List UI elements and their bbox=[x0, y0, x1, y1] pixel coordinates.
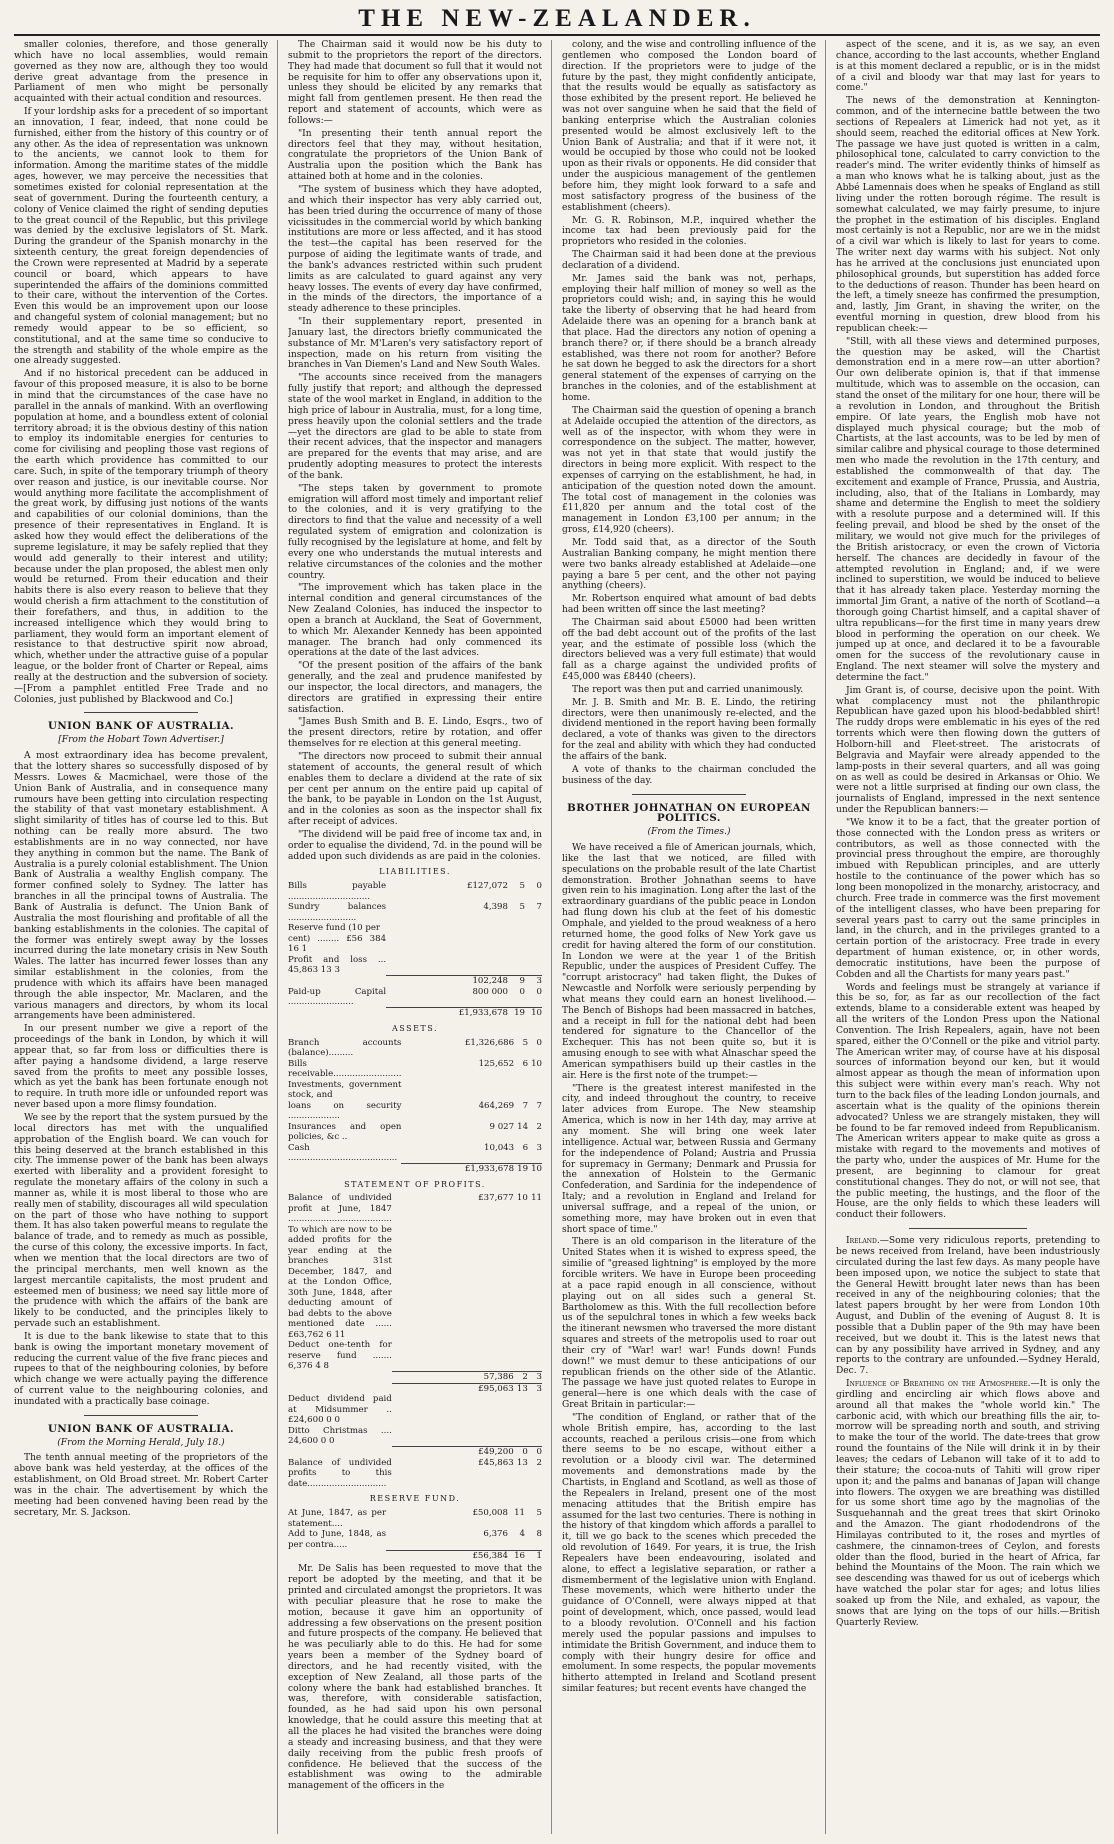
paragraph: Jim Grant is, of course, decisive upon the point. With what complacency must not the philanthropic Republican have gazed upon his blood-bedabbled shirt! The ruddy drops were emblematic in his eyes of the red torrents which were then flowing down the gutters of Holborn-hill and Fleet-street. The aristocrats of Belgravia and Mayfair were already appended to the lamp-posts in their several quarters, and all was going on as well as could be desired in Arkansas or Ohio. We were not a little surprised at finding our own class, the journalists of England, impressed in the next sentence under the Republican banners:— bbox=[836, 685, 1100, 816]
table-cell-d: 3 bbox=[536, 1142, 542, 1153]
liabilities-table bbox=[288, 881, 542, 1019]
table-row bbox=[288, 1458, 542, 1490]
table-cell-label bbox=[288, 1164, 401, 1175]
table-cell-amt: £49,200 bbox=[392, 1447, 514, 1458]
table-cell-label: Reserve fund (10 per bbox=[288, 923, 381, 934]
paragraph: "The directors now proceed to submit their annual statement of accounts, the general result of which enables them to declare a dividend at the rate of six per cent per annum on the entire paid up capital of the bank, to be payable in London on the 1st August, and in the colonies as soon as the inspector shall fix after receipt of advices. bbox=[288, 752, 542, 828]
table-cell-amt: 10,043 bbox=[484, 1142, 515, 1153]
table-cell-amt: 464,269 bbox=[478, 1100, 515, 1111]
table-cell-s bbox=[508, 923, 525, 934]
divider bbox=[84, 1415, 198, 1416]
paragraph: Mr. James said the bank was not, perhaps, employing their half million of money so well as the proprietors could wish; and, in saying this he would take the liberty of observing that he had heard from Adelaide there was an opening for a branch bank at that place. Had the directors any notion of opening a branch there? or, if there should be a branch already established, was there not room for another? Before he sat down he begged to ask the directors for a short general statement of the expenses of carrying on the branches in the colonies, and of the establishment at home. bbox=[562, 273, 816, 403]
paragraph: A vote of thanks to the chairman concluded the business of the day. bbox=[562, 764, 816, 786]
paragraph: If your lordship asks for a precedent of so important an innovation, I fear, indeed, that none could be furnished, either from the history of this country or of any other. As the idea of representation was unknown to the ancients, we cannot look to them for information. Among the maritime states of the middle ages, however, we may perceive the necessities that sometimes existed for colonial representation at the seat of government. During the fourteenth century, a colony of Venice claimed the right of sending deputies to the great council of the Republic, but this privilege was denied by the exclusive legislators of St. Mark. During the grandeur of the Spanish monarchy in the sixteenth century, the great foreign dependencies of the Crown were represented at Madrid by a seperate council or board, which appears to have superintended the affairs of the dominions committed to their care, without the intervention of the Cortes. Even this would be an improvement upon our loose and changeful system of colonial management; but no remedy would appear to be so efficient, so constitutional, and at the same time so conducive to the strength and stability of the whole empire as the one already suggested. bbox=[14, 107, 268, 367]
table-cell-label: Investments, government stock, and bbox=[288, 1079, 402, 1101]
table-cell-d: 3 bbox=[525, 976, 542, 987]
table-cell-amt: 102,248 bbox=[386, 976, 508, 987]
table-cell-d: 0 bbox=[536, 881, 542, 892]
table-cell-amt: £1,933,678 bbox=[401, 1164, 514, 1175]
table-cell-amt: £56,384 bbox=[386, 1550, 508, 1561]
table-cell-s: 5 bbox=[519, 881, 525, 892]
paragraph: Mr. J. B. Smith and Mr. B. E. Lindo, the retiring directors, were then unanimously re-elected, and the dividend mentioned in the report having been formally declared, a vote of thanks was given to the directors for the zeal and ability with which they had conducted the affairs of the bank. bbox=[562, 697, 816, 762]
liabilities-heading: LIABILITIES. bbox=[379, 867, 451, 877]
paragraph: "In their supplementary report, presented in January last, the directors briefly communicated the substance of Mr. M'Laren's very satisfactory report of inspection, made on his return from visiting the branches in Van Diemen's Land and New South Wales. bbox=[288, 317, 542, 371]
article-source: [From the Hobart Town Advertiser.] bbox=[58, 735, 224, 746]
table-row bbox=[288, 955, 542, 976]
table-cell-label: Deduct one-tenth for reserve fund ....... 6,376 4 8 bbox=[288, 1340, 392, 1372]
table-cell-label: Ditto Christmas .... 24,600 0 0 bbox=[288, 1425, 392, 1447]
table-cell-label: Bills receivable......................... bbox=[288, 1058, 402, 1080]
table-cell-d bbox=[528, 1426, 542, 1447]
paragraph: The Chairman said about £5000 had been written off the bad debt account out of the profits of the last year, and the estimate of possible loss (which the directors believed was a very full estimate) that would fall as a charge against the undivided profits of £45,000 was £8440 (cheers). bbox=[562, 617, 816, 683]
table-cell-s: 2 bbox=[514, 1372, 528, 1384]
reserve-heading: RESERVE FUND. bbox=[369, 1494, 461, 1504]
paragraph bbox=[836, 1379, 1100, 1628]
paragraph: It is due to the bank likewise to state that to this bank is owing the important monetary movement of reducing the current value of the five franc pieces and rupees to that of the neighbouring colonies, by before which change we were actually paying the difference of current value to the neighbouring colonies, and inundated with a practically base coinage. bbox=[14, 1331, 268, 1407]
table-cell-s: 14 bbox=[517, 1121, 529, 1132]
paragraph: The Chairman said it would now be his duty to submit to the proprietors the report of the directors. They had made that document so full that it would not be requisite for him to offer any observations upon it, unless they should be elicited by any remarks that might fall from gentlemen present. He then read the report and statement of accounts, which were as follows:— bbox=[288, 40, 542, 126]
article-source: (From the Morning Herald, July 18.) bbox=[57, 1437, 225, 1448]
table-cell-d bbox=[528, 1340, 542, 1372]
table-cell-d: 0 bbox=[536, 986, 542, 997]
paragraph bbox=[836, 1236, 1100, 1377]
column-1 bbox=[14, 40, 278, 1834]
paragraph-text: —Some very ridiculous reports, pretending to be news received from Ireland, have been industriously circulated during the last few days. As many people have been imposed upon, we notice the subject to state that the General Hewitt brought later news than has been received in any of the neighbouring colonies; that the latest papers brought by her were from London 10th August, and Dublin of the evening of August 8. It is possible that a Dublin paper of the 9th may have been received, but we doubt it. This is the latest news that can by any possibility have arrived in Sydney, and any reports to the contrary are unfounded.—Sydney Herald, Dec. 7. bbox=[836, 1236, 1100, 1377]
table-cell-d: 3 bbox=[528, 1372, 542, 1384]
table-cell-s: 19 bbox=[514, 1164, 528, 1175]
table-cell-label bbox=[288, 1008, 386, 1019]
table-cell-label bbox=[288, 976, 386, 987]
paragraph: "We know it to be a fact, that the greater portion of those connected with the London press as writers or contributors, as well as those connected with the provincial press throughout the empire, are thoroughly imbued with Republican principles, and are utterly hostile to the continuance of the power which has so long been monopolized in the monarchy, aristocracy, and church. Free trade in commerce was the first movement of the intelligent classes, who have been preparing for several years past to carry out the same principles in land, in the church, and in the privileges granted to a certain portion of the aristocracy. Free trade in every department of human existence, or, in other words, democratic institutions, have been the purpose of Cobden and all the Chartists for many years past." bbox=[836, 817, 1100, 980]
table-cell-s bbox=[508, 934, 525, 955]
table-row bbox=[288, 1426, 542, 1447]
table-row bbox=[288, 902, 542, 923]
table-cell-label: Cash ........................................ bbox=[288, 1142, 398, 1164]
table-cell-amt: £45,863 bbox=[478, 1457, 514, 1468]
article-source: (From the Times.) bbox=[647, 827, 731, 838]
table-cell-d: 2 bbox=[536, 1457, 542, 1468]
table-cell-amt: 9 027 bbox=[489, 1121, 515, 1132]
paragraph: The news of the demonstration at Kennington-common, and of the internecine battle between the two sections of Repealers at Limerick had not yet, as it should seem, reached the editorial offices at New York. The passage we have just quoted is written in a calm, philosophical tone, calculated to carry conviction to the reader's mind. The writer evidently thinks of himself as a man who knows what he is talking about, just as the Abbé Lamennais does when he speaks of England as still living under the rotten borough régime. The result is somewhat calculated, we may fairly presume, to injure the prophet in the estimation of his disciples. England most certainly is not a Republic, nor are we in the midst of a civil war which is likely to last for years to come. The writer next day warms with his subject. Not only has he arrived at the conclusions just enunciated upon philosophical grounds, but superstition has added force to the deductions of reason. Thunder has been heard on the left, a timely sneeze has confirmed the presumption, and, lastly, Jim Grant, in shaving the writer, on the eventful morning in question, drew blood from his republican cheek:— bbox=[836, 96, 1100, 334]
table-row bbox=[288, 1550, 542, 1561]
table-cell-s: 6 bbox=[522, 1058, 529, 1069]
table-cell-s: 13 bbox=[514, 1383, 528, 1394]
table-row bbox=[288, 1508, 542, 1529]
table-cell-amt: £127,072 bbox=[466, 881, 508, 892]
table-row bbox=[288, 1447, 542, 1458]
paragraph: "Still, with all these views and determined purposes, the question may be asked, will the Chartist demonstration end in a mere row—an utter abortion? Our own deliberate opinion is, that if that immense multitude, which was to assemble on the occasion, can stand the onset of the military for one hour, there will be a revolution in London, and throughout the British empire. Of late years, the English mob have not displayed much physical courage; but the mob of Chartists, at the last accounts, was to be led by men of similar calibre and physical courage to those determined men who made the revolution in the 17th century, and established the commonwealth of that day. The excitement and example of France, Prussia, and Austria, including, also, that of the Italians in Lombardy, may shame and determine the English to meet the soldiery with a resolute purpose and a determined will. If this feeling prevail, and blood be shed by the onset of the military, we would not give much for the privileges of the British aristocracy, or even the crown of Victoria herself. The chances are decidedly in favour of the attempted revolution in England; and, if we were inclined to superstition, we would be induced to believe that it has already taken place. Yesterday morning the immortal Jim Grant, a native of the north of Scotland—a thorough going Chartist himself, and a capital shaver of ultra republicans—for the first time in many years drew blood in performing the operation on our cheek. We jumped up at once, and declared it to be a favourable omen for the success of the revolutionary cause in England. The next steamer will solve the mystery and determine the fact." bbox=[836, 336, 1100, 683]
table-cell-label: Deduct dividend paid at Midsummer .. £24,600 0 0 bbox=[288, 1394, 392, 1426]
table-cell-d: 8 bbox=[536, 1529, 542, 1540]
table-cell-label: Profit and loss ... 45,863 13 3 bbox=[288, 954, 387, 976]
column-3 bbox=[562, 40, 826, 1834]
paragraph: Words and feelings must be strangely at variance if this be so, for, as far as our recollection of the fact extends, blame to a considerable extent was heaped by all the writers of the London Press upon the National Convention. The Irish Repealers, again, have not been spared, either the O'Connell or the pike and vitriol party. The American writer may, of course have at his disposal sources of information beyond our ken, but it would almost appear as though the mean of information upon this subject were within every man's reach. Why not turn to the back files of the leading London journals, and ascertain what is the quality of the opinions therein advocated? Unless we are strangely mistaken, they will be found to be far removed indeed from Republicanism. The American writers appear to make quite as gross a mistake with regard to the movements and motives of the party who, under the auspices of Mr. Hume for the present, are beginning to clamour for great constitutional changes. They do not, or will not see, that the public meeting, the hustings, and the floor of the House, are the only fields to which these leaders will conduct their followers. bbox=[836, 982, 1100, 1221]
table-cell-s bbox=[508, 955, 525, 976]
table-cell-s bbox=[514, 1340, 528, 1372]
table-cell-label: Insurances and open policies, &c .. bbox=[288, 1121, 402, 1143]
paragraph: The Chairman said it had been done at the previous declaration of a dividend. bbox=[562, 250, 816, 271]
table-cell-label bbox=[288, 1383, 392, 1394]
table-cell-d bbox=[528, 1080, 542, 1101]
table-row bbox=[288, 976, 542, 987]
table-cell-amt bbox=[392, 1426, 514, 1447]
paragraph: There is an old comparison in the literature of the United States when it is wished to express speed, the similie of "greased lightning" is employed by the more forcible writers. We have in Europe been proceeding at a pace rapid enough in all conscience, without playing out on all sides such a general St. Bartholomew as this. With the full recollection before us of the sepulchral tones in which a few weeks back the itinerant newsmen who traversed the more distant squares and streets of the metropolis used to roar out their cry of "War! war! war! Funds down! Funds down!" we must demur to these anticipations of our republican friends on the other side of the Atlantic. The passage we have just quoted relates to Europe in general—here is one which deals with the case of Great Britain in particular:— bbox=[562, 1237, 816, 1411]
table-row bbox=[288, 934, 542, 955]
table-row bbox=[288, 1101, 542, 1122]
table-cell-s bbox=[514, 1225, 528, 1341]
table-cell-s: 19 bbox=[508, 1008, 525, 1019]
table-cell-label: Add to June, 1848, as per contra..... bbox=[288, 1529, 387, 1550]
paragraph: "Of the present position of the affairs of the bank generally, and the zeal and prudence manifested by our inspector, the local directors, and managers, the directors are gratified in expressing their entire satisfaction. bbox=[288, 661, 542, 715]
article-heading: UNION BANK OF AUSTRALIA. bbox=[47, 720, 235, 733]
table-cell-d: 2 bbox=[536, 1121, 542, 1132]
table-cell-amt: £50,008 bbox=[472, 1508, 508, 1519]
table-cell-s bbox=[514, 1426, 528, 1447]
table-row bbox=[288, 1193, 542, 1225]
paragraph: The tenth annual meeting of the proprietors of the above bank was held yesterday, at the offices of the establishment, on Old Broad street. Mr. Robert Carter was in the chair. The advertisement by which the meeting had been convened having been read by the secretary, Mr. S. Jackson. bbox=[14, 1453, 268, 1518]
table-cell-amt bbox=[401, 1080, 514, 1101]
paragraph: A most extraordinary idea has become prevalent, that the lottery shares so successfully disposed of by Messrs. Lowes & Macmichael, were those of the Union Bank of Australia, and in consequence many rumours have been getting into circulation respecting the stability of that vast monetary establishment. A slight similarity of titles has of course led to this. But nothing can be really more absurd. The two establishments are in no way connected, nor have they anything in common but the name. The Bank of Australia is a purely colonial establishment. The Union Bank of Australia a wealthy English company. The former confined solely to Sydney. The latter has branches in all the principal towns of Australia. The Bank of Australia is defunct. The Union Bank of Australia the most flourishing and profitable of all the banking establishments in the colonies. The capital of the former was entirely swept away by the losses incurred during the late monetary crisis in New South Wales. The latter has incurred fewer losses than any similar establishment in the colonies, from the prudence with which its affairs have been managed through the able inspector, Mr. Maclaren, and the various managers and directors, by whom its local arrangements have been administered. bbox=[14, 751, 268, 1022]
table-cell-label bbox=[288, 1550, 386, 1561]
table-cell-amt: £95,063 bbox=[392, 1383, 514, 1394]
table-cell-d bbox=[528, 1394, 542, 1426]
table-cell-label: Balance of undivided profit at June, 1847 ...................................... bbox=[288, 1193, 392, 1225]
table-row bbox=[288, 1008, 542, 1019]
table-row bbox=[288, 881, 542, 902]
paragraph: colony, and the wise and controlling influence of the gentlemen who composed the London board of direction. If the proprietors were to judge of the future by the past, they might confidently anticipate, that the results would be equally as satisfactory as those exhibited by the present report. He believed he was not over sanguine when he said that the field of banking enterprise which the Australian colonies presented would be almost exclusively left to the Union Bank of Australia; and that if it were not, it would be occupied by those who could not be looked upon as their rivals or opponents. He did consider that under the auspicious management of the gentlemen before him, they might look forward to a safe and most satisfactory progress of the business of the establishment (cheers). bbox=[562, 40, 816, 213]
table-cell-label: Balance of undivided profits to this date............................. bbox=[288, 1457, 392, 1489]
paragraph: And if no historical precedent can be adduced in favour of this proposed measure, it is also to be borne in mind that the circumstances of the case have no parallel in the annals of mankind. With an overflowing population at home, and a boundless extent of colonial territory abroad; it is the obvious destiny of this nation to employ its indomitable energies for centuries to come for civilising and peopling those vast regions of the earth which providence has committed to our care. Such, in spite of the temporary triumph of theory over reason and justice, is our inevitable course. Nor would anything more facilitate the accomplishment of the great work, by diffusing just notions of the wants and capabilities of our colonial dominions, than the presence of their representatives in England. It is asked how they would effect the deliberations of the supreme legislature, it may be safely replied that they would add generally to their interest and utility; because under the plan proposed, the ablest men only would be returned. From their education and their habits there is also every reason to believe that they would cherish a firm attachment to the constitution of their forefathers, and thus, in addition to the increased intelligence which they would bring to parliament, they would form an important element of resistance to that destructive spirit now abroad, which, whether under the attractive guise of a popular league, or the bolder front of Charter or Repeal, aims really at the destruction and the subversion of society.—[From a pamphlet entitled Free Trade and no Colonies, just published by Blackwood and Co.] bbox=[14, 369, 268, 705]
profits-table bbox=[288, 1193, 542, 1489]
paragraph: smaller colonies, therefore, and those generally which have no local assemblies, would remain governed as they now are, although they too would derive great advantage from the presence in Parliament of men who might be personally acquainted with their actual condition and resources. bbox=[14, 40, 268, 105]
table-cell-s bbox=[514, 1394, 528, 1426]
table-row bbox=[288, 1059, 542, 1080]
table-cell-label: loans on security ................... bbox=[288, 1100, 402, 1122]
paragraph: In our present number we give a report of the proceedings of the bank in London, by which it will appear that, so far from loss or difficulties there is after paying a handsome dividend, a large reserve saved from the profits to meet any possible losses, which as yet the bank has been fortunate enough not to require. In truth more idle or unfounded report was never based upon a more flimsy foundation. bbox=[14, 1024, 268, 1111]
paragraph: The Chairman said the question of opening a branch at Adelaide occupied the attention of the directors, as well as of the inspector, with whom they were in correspondence on the subject. The matter, however, was not yet in that state that would justify the directors in being more explicit. With respect to the expenses of carrying on the establishment, he had, in anticipation of the question noted down the amount. The total cost of management in the colonies was £11,820 per annum and the total cost of the management in London £3,100 per annum; in the gross, £14,920 (cheers). bbox=[562, 405, 816, 536]
table-cell-amt bbox=[392, 1225, 514, 1341]
article-heading: UNION BANK OF AUSTRALIA. bbox=[47, 1422, 235, 1435]
table-cell-s bbox=[514, 1080, 528, 1101]
paragraph: "The dividend will be paid free of income tax and, in order to equalise the dividend, 7d. in the pound will be added upon such dividends as are paid in the colonies. bbox=[288, 829, 542, 862]
table-cell-amt: 6,376 bbox=[483, 1529, 508, 1540]
table-cell-amt: 125,652 bbox=[478, 1058, 515, 1069]
table-cell-label: Paid-up Capital ........................ bbox=[288, 986, 387, 1008]
table-cell-d: 10 bbox=[528, 1164, 542, 1175]
table-cell-s: 16 bbox=[508, 1550, 525, 1561]
column-2 bbox=[288, 40, 552, 1834]
assets-heading: ASSETS. bbox=[391, 1023, 438, 1033]
table-cell-s: 9 bbox=[508, 976, 525, 987]
paragraph: "The condition of England, or rather that of the whole British empire, has, according to the last accounts, reached a perilous crisis—one from which there seems to be no escape, without either a revolution or a bloody civil war. The determined movements and demonstrations made by the Chartists, in England and Scotland, as well as those of the Repealers in Ireland, present one of the most menacing attitudes that the British empire has assumed for the last two centuries. There is nothing in the history of that kingdom which affords a parallel to it, till we go back to the scenes which preceded the old revolution of 1649. For years, it is true, the Irish Repealers have been endeavouring, isolated and alone, to effect a legislative separation, or rather a dismemberment of the legislative union with England. These movements, which were hitherto under the guidance of O'Connell, were always nipped at that point of development, which, once passed, would lead to a bloody revolution. O'Connell and his faction merely used the popular passions and impulses to intimidate the British Government, and induce them to comply with their hungry desire for office and emolument. In some respects, the popular movements hitherto attempted in Ireland and Scotland present similar features; but recent events have changed the bbox=[562, 1412, 816, 1695]
table-cell-d: 10 bbox=[531, 1058, 542, 1069]
table-cell-d: 3 bbox=[528, 1383, 542, 1394]
paragraph: We see by the report that the system pursued by the local directors has met with the unqualified approbation of the English board. We can vouch for this being deserved at the branch established in this city. The immense power of the bank has been always exerted with liberality and a provident foresight to regulate the monetary affairs of the colony in such a manner as, while it is most liberal to those who are really men of stability, discourages all wild speculation on the part of those who have nothing to support them. It has also taken powerful means to regulate the balance of trade, and to remedy as much as possible, the curse of this colony, the excessive imports. In fact, when we mention that the local directors are two of the principal merchants, men well known as the largest mercantile capitalists, the most prudent and esteemed men of business; we need say little more of the prudence with which the affairs of the bank are likely to be conducted, and the principles likely to pervade such an establishment. bbox=[14, 1113, 268, 1330]
paragraph: "The improvement which has taken place in the internal condition and general circumstances of the New Zealand Colonies, has induced the inspector to open a branch at Auckland, the Seat of Government, to which Mr. Alexander Kennedy has been appointed manager. The branch had only commenced its operations at the date of the last advices. bbox=[288, 583, 542, 659]
table-cell-s: 0 bbox=[519, 986, 525, 997]
table-cell-d: 0 bbox=[528, 1447, 542, 1458]
table-cell-amt: 57,386 bbox=[392, 1372, 514, 1384]
table-cell-amt: £1,326,686 bbox=[464, 1037, 515, 1048]
table-cell-amt: £37,677 bbox=[478, 1193, 514, 1204]
newspaper-page bbox=[14, 40, 1100, 1834]
table-cell-d bbox=[525, 923, 542, 934]
table-cell-s: 7 bbox=[522, 1100, 529, 1111]
table-cell-s: 11 bbox=[514, 1508, 525, 1519]
table-cell-label: cent) ........ £56 384 16 1 bbox=[288, 933, 387, 955]
table-cell-amt bbox=[386, 923, 508, 934]
table-cell-s: 6 bbox=[522, 1142, 529, 1153]
paragraph-text: —It is only the girdling and encircling air which flows above and around all that makes the "whole world kin." The carbonic acid, with which our breathing fills the air, to-morrow will be spreading north and south, and striving to make the tour of the world. The date-trees that grow round the fountains of the Nile will drink it in by their leaves; the cedars of Lebanon will take of it to add to their stature; the cocoa-nuts of Tahiti will grow riper upon it; and the palms and bananas of Japan will change into flowers. The oxygen we are breathing was distilled for us some short time ago by the magnolias of the Susquehannah and the great trees that skirt Orinoko and the Amazon. The giant rhododendrons of the Himilayas contributed to it, the roses and myrtles of cashmere, the cinnamon-trees of Ceylon, and forests older than the flood, buried in the heart of Africa, far behind the Mountains of the Moon. The rain which we see descending was thawed for us out of icebergs which have watched the polar star for ages; and lotus lilies soaked up from the Nile, and exhaled, as vapour, the snows that are lying on the tops of our hills.—British Quarterly Review. bbox=[836, 1379, 1100, 1628]
divider bbox=[84, 712, 198, 713]
profits-heading: STATEMENT OF PROFITS. bbox=[344, 1179, 486, 1189]
paragraph: The report was then put and carried unanimously. bbox=[572, 684, 804, 695]
table-row bbox=[288, 987, 542, 1008]
paragraph: "James Bush Smith and B. E. Lindo, Esqrs., two of the present directors, retire by rotation, and offer themselves for re election at this general meeting. bbox=[288, 717, 542, 750]
table-cell-d: 7 bbox=[536, 902, 542, 913]
table-cell-s: 5 bbox=[522, 1037, 529, 1048]
column-4 bbox=[836, 40, 1100, 1834]
table-cell-d: 10 bbox=[525, 1008, 542, 1019]
paragraph-lead: Ireland. bbox=[846, 1236, 880, 1247]
table-row bbox=[288, 1394, 542, 1426]
table-cell-amt bbox=[392, 1394, 514, 1426]
table-cell-d: 11 bbox=[531, 1193, 542, 1204]
paragraph: Mr. De Salis has been requested to move that the report be adopted by the meeting, and that it be printed and circulated amongst the proprietors. It was with peculiar pleasure that he rose to make the motion, because it gave him an opportunity of addressing a few observations on the present position and future prospects of the company. He believed that he was peculiarly able to do this. He had for some years been a member of the Sydney board of directors, and he had recently visited, with the exception of New Zealand, all those parts of the colony where the bank had established branches. It was, therefore, with considerable satisfaction, founded, as he had said upon his own personal knowledge, that he could assure this meeting that at all the places he had visited the branches were doing a steady and increasing business, and that they were daily receiving from the public fresh proofs of confidence. He believed that the success of the establishment was owing to the admirable management of the officers in the bbox=[288, 1564, 542, 1792]
table-cell-d bbox=[525, 934, 542, 955]
paragraph: "The accounts since received from the managers fully justify that report; and although the depressed state of the wool market in England, in addition to the high price of labour in Australia, must, for a long time, press heavily upon the colonial settlers and the trade—yet the directors are glad to be able to state from their recent advices, that the inspector and managers are prepared for the events that may arise, and are prudently adopting measures to protect the interests of the bank. bbox=[288, 373, 542, 481]
divider bbox=[632, 794, 746, 795]
article-heading: BROTHER JOHNATHAN ON EUROPEAN POLITICS. bbox=[567, 801, 811, 825]
table-cell-label bbox=[288, 1372, 392, 1384]
table-cell-d bbox=[525, 955, 542, 976]
table-row bbox=[288, 1164, 542, 1175]
paragraph-lead: Influence of Breathing on the Atmosphere. bbox=[846, 1379, 1031, 1390]
table-cell-d: 5 bbox=[536, 1508, 542, 1519]
table-row bbox=[288, 1038, 542, 1059]
table-row bbox=[288, 1122, 542, 1143]
table-row bbox=[288, 1529, 542, 1550]
paragraph: Mr. G. R. Robinson, M.P., inquired whether the income tax had been previously paid for the proprietors who resided in the colonies. bbox=[562, 215, 816, 248]
table-cell-s: 10 bbox=[516, 1193, 528, 1204]
table-row bbox=[288, 923, 542, 934]
table-cell-d bbox=[528, 1225, 542, 1341]
table-cell-s: 5 bbox=[519, 902, 525, 913]
table-row bbox=[288, 1080, 542, 1101]
masthead bbox=[14, 4, 1100, 36]
table-row bbox=[288, 1340, 542, 1372]
paragraph: "In presenting their tenth annual report the directors feel that they may, without hesitation, congratulate the proprietors of the Union Bank of Australia upon the position which the Bank has attained both at home and in the colonies. bbox=[288, 128, 542, 183]
paragraph: "The steps taken by government to promote emigration will afford most timely and important relief to the colonies, and it is very gratifying to the directors to find that the value and necessity of a well regulated system of emigration and colonization is fully recognised by the legislature at home, and felt by every one who understands the mutual interests and relative circumstances of the colonies and the mother country. bbox=[288, 483, 542, 581]
table-cell-s: 13 bbox=[516, 1457, 528, 1468]
table-cell-amt bbox=[386, 955, 508, 976]
table-cell-label: Branch accounts (balance)......... bbox=[288, 1037, 402, 1059]
table-row bbox=[288, 1143, 542, 1164]
table-cell-d: 0 bbox=[536, 1037, 542, 1048]
table-cell-label bbox=[288, 1447, 392, 1458]
table-cell-s: 4 bbox=[519, 1529, 525, 1540]
table-cell-amt bbox=[392, 1340, 514, 1372]
paragraph: "There is the greatest interest manifested in the city, and indeed throughout the country, to receive later advices from Europe. The New steamship America, which is now in her 14th day, may arrive at any moment. She will bring one week later intelligence. Actual war, between Russia and Germany for the independence of Poland; Austria and Prussia for supremacy in Germany; Denmark and Prussia for the annexation of Holstein to the Germanic Confederation, and Sardinia for the independence of Italy; and a revolution in England and Ireland for universal suffrage, and a repeal of the union, or something more, may have broken out in even that short space of time." bbox=[562, 1083, 816, 1235]
table-row bbox=[288, 1225, 542, 1341]
reserve-table bbox=[288, 1508, 542, 1561]
table-cell-s: 0 bbox=[514, 1447, 528, 1458]
paragraph: We have received a file of American journals, which, like the last that we noticed, are filled with speculations on the probable result of the late Chartist demonstration. Brother Johnathan seems to have given rein to his imagination. Long after the last of the extraordinary guardians of the public peace in London had flung down his club at the feet of his domestic Omphale, and yielded to the proud weakness of a hero returned home, the good folks of New York gave us credit for having altered the form of our constitution. In London we were at the year 1 of the British Republic, under the auspices of President Cuffey. The "corrupt aristocracy" had taken flight, the Dukes of Newcastle and Norfolk were seriously perpending by what means they could earn an honest livelihood.—The Bench of Bishops had been massacred in batches, and a receipt in full for the national debt had been tendered for signature to the Chancellor of the Exchequer. This has not been quite so, but it is amusing enough to see with what Alnaschar speed the American sympathisers build up their castles in the air. Here is the first note of the trumpet:— bbox=[562, 843, 816, 1081]
table-cell-amt: £1,933,678 bbox=[386, 1008, 508, 1019]
table-cell-amt bbox=[386, 934, 508, 955]
newspaper-title: THE NEW-ZEALANDER. bbox=[358, 5, 756, 32]
table-cell-amt: 800 000 bbox=[472, 986, 508, 997]
table-cell-amt: 4,398 bbox=[483, 902, 508, 913]
table-row bbox=[288, 1372, 542, 1384]
assets-table bbox=[288, 1038, 542, 1175]
table-row bbox=[288, 1383, 542, 1394]
paragraph: Mr. Robertson enquired what amount of bad debts had been written off since the last meeting? bbox=[562, 594, 816, 616]
table-cell-label: Bills payable .............................. bbox=[288, 881, 387, 902]
divider bbox=[909, 1228, 1028, 1229]
table-cell-d: 7 bbox=[536, 1100, 542, 1111]
table-cell-label: Sundry balances ......................... bbox=[288, 902, 387, 923]
table-cell-d: 1 bbox=[525, 1550, 542, 1561]
paragraph: Mr. Todd said that, as a director of the South Australian Banking company, he might mention there were two banks already established at Adelaide—one paying a bare 5 per cent, and the other not paying anything (cheers). bbox=[562, 537, 816, 592]
table-cell-label: To which are now to be added profits for the year ending at the branches 31st December, 1847, and at the London Office, 30th June, 1848, after deducting amount of bad debts to the above mentioned date ...... £63,762 6 11 bbox=[288, 1224, 392, 1340]
table-cell-label: At June, 1847, as per statement.... bbox=[288, 1508, 387, 1529]
paragraph: aspect of the scene, and it is, as we say, an even chance, according to the last accounts, whether England is at this moment declared a republic, or is in the midst of a civil and bloody war that may last for years to come." bbox=[836, 40, 1100, 94]
paragraph: "The system of business which they have adopted, and which their inspector has very ably carried out, has been tried during the occurrence of many of those vicissitudes in the commercial world by which banking institutions are more or less affected, and it has stood the test—the capital has been reserved for the purpose of aiding the legitimate wants of trade, and the bank's advances restricted within such prudent limits as are calculated to guard against any very heavy losses. The events of every day have confirmed, in the minds of the directors, the importance of a steady adherence to these principles. bbox=[288, 184, 542, 315]
